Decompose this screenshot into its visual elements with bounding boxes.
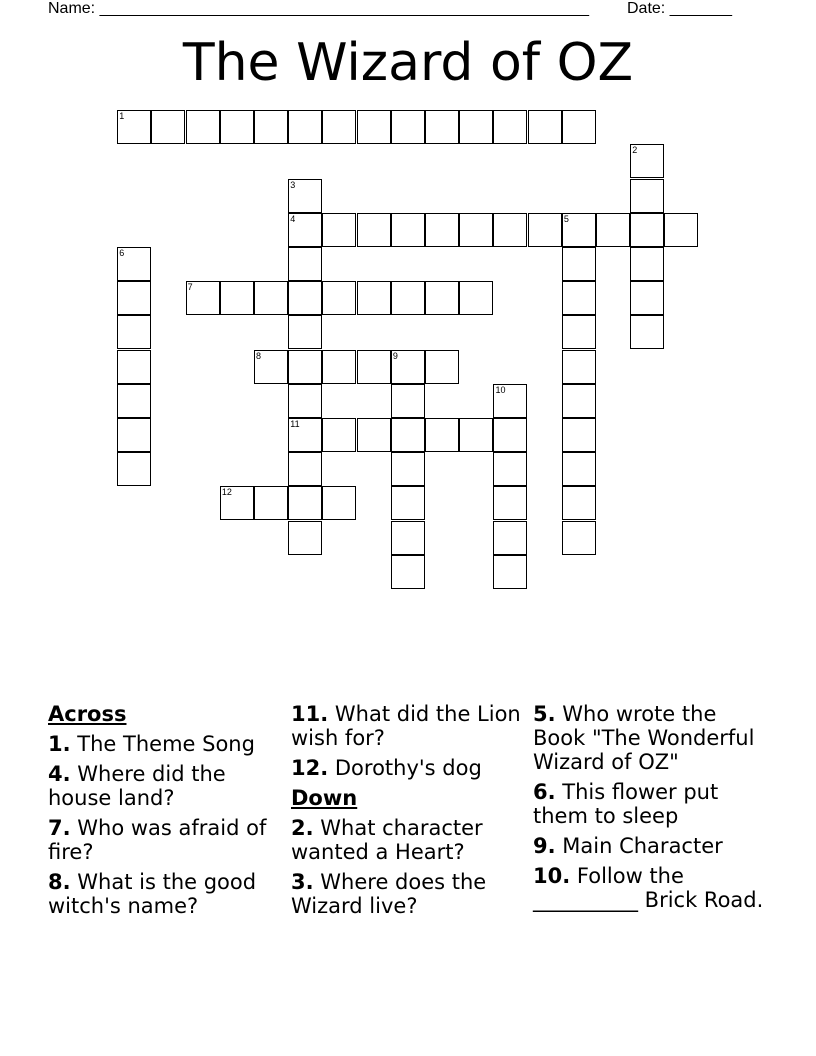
grid-cell[interactable] — [425, 350, 459, 384]
grid-cell[interactable] — [562, 418, 596, 452]
grid-cell[interactable] — [493, 486, 527, 520]
across-heading: Across — [48, 702, 127, 726]
grid-cell[interactable] — [493, 521, 527, 555]
grid-cell[interactable] — [220, 110, 254, 144]
grid-cell[interactable] — [425, 213, 459, 247]
clue-down-2 — [291, 816, 523, 864]
clue-number: 11. — [291, 702, 329, 726]
grid-cell[interactable] — [425, 281, 459, 315]
grid-cell[interactable] — [391, 521, 425, 555]
grid-cell[interactable] — [117, 452, 151, 486]
grid-cell[interactable] — [117, 110, 151, 144]
grid-cell[interactable] — [425, 418, 459, 452]
clue-across-1 — [48, 732, 278, 756]
cell-number: 10 — [495, 384, 506, 395]
grid-cell[interactable] — [288, 452, 322, 486]
clue-text: This flower put them to sleep — [533, 780, 719, 828]
clue-text: The Theme Song — [77, 732, 255, 756]
clues-column-1 — [48, 702, 278, 924]
grid-cell[interactable] — [493, 213, 527, 247]
grid-cell[interactable] — [562, 350, 596, 384]
grid-cell[interactable] — [391, 110, 425, 144]
grid-cell[interactable] — [322, 110, 356, 144]
clues-column-3 — [533, 702, 773, 918]
clue-number: 7. — [48, 816, 71, 840]
name-field-line: Name: _______________________________________________________ — [48, 0, 589, 17]
grid-cell[interactable] — [254, 281, 288, 315]
grid-cell[interactable] — [322, 350, 356, 384]
clue-down-10 — [533, 864, 773, 912]
grid-cell[interactable] — [288, 281, 322, 315]
grid-cell[interactable] — [288, 213, 322, 247]
grid-cell[interactable] — [254, 110, 288, 144]
grid-cell[interactable] — [117, 418, 151, 452]
page-title: The Wizard of OZ — [182, 33, 634, 93]
grid-cell[interactable] — [562, 452, 596, 486]
grid-cell[interactable] — [117, 384, 151, 418]
clue-across-4 — [48, 762, 278, 810]
grid-cell[interactable] — [630, 315, 664, 349]
grid-cell[interactable] — [562, 384, 596, 418]
cell-number: 11 — [290, 419, 300, 430]
grid-cell[interactable] — [322, 418, 356, 452]
clue-number: 6. — [533, 780, 556, 804]
grid-cell[interactable] — [117, 247, 151, 281]
cell-number: 2 — [632, 145, 638, 156]
clue-number: 5. — [533, 702, 556, 726]
grid-cell[interactable] — [391, 486, 425, 520]
cell-number: 4 — [290, 213, 296, 224]
grid-cell[interactable] — [288, 315, 322, 349]
clue-down-6 — [533, 780, 773, 828]
cell-number: 5 — [563, 213, 569, 224]
clue-text: What did the Lion wish for? — [291, 702, 521, 750]
grid-cell[interactable] — [357, 350, 391, 384]
clue-across-8 — [48, 870, 278, 918]
clue-down-9 — [533, 834, 773, 858]
grid-cell[interactable] — [220, 281, 254, 315]
grid-cell[interactable] — [528, 110, 562, 144]
grid-cell[interactable] — [562, 213, 596, 247]
grid-cell[interactable] — [391, 452, 425, 486]
grid-cell[interactable] — [357, 281, 391, 315]
clue-text: Dorothy's dog — [334, 756, 482, 780]
grid-cell[interactable] — [254, 486, 288, 520]
clue-number: 1. — [48, 732, 71, 756]
clue-number: 3. — [291, 870, 314, 894]
grid-cell[interactable] — [459, 110, 493, 144]
grid-cell[interactable] — [562, 315, 596, 349]
down-heading: Down — [291, 786, 358, 810]
grid-cell[interactable] — [288, 110, 322, 144]
cell-number: 3 — [290, 179, 296, 190]
clue-number: 10. — [533, 864, 571, 888]
clues-column-2 — [291, 702, 523, 924]
grid-cell[interactable] — [151, 110, 185, 144]
grid-cell[interactable] — [630, 281, 664, 315]
cell-number: 7 — [187, 282, 193, 293]
grid-cell[interactable] — [630, 144, 664, 178]
grid-cell[interactable] — [459, 281, 493, 315]
grid-cell[interactable] — [630, 247, 664, 281]
cell-number: 1 — [119, 111, 125, 122]
clue-text: Follow the __________ Brick Road. — [533, 864, 764, 912]
grid-cell[interactable] — [391, 350, 425, 384]
grid-cell[interactable] — [357, 418, 391, 452]
grid-cell[interactable] — [493, 452, 527, 486]
grid-cell[interactable] — [459, 418, 493, 452]
grid-cell[interactable] — [288, 179, 322, 213]
clue-text: Main Character — [562, 834, 723, 858]
clue-across-12 — [291, 756, 523, 780]
grid-cell[interactable] — [322, 486, 356, 520]
grid-cell[interactable] — [562, 486, 596, 520]
grid-cell[interactable] — [117, 350, 151, 384]
grid-cell[interactable] — [562, 521, 596, 555]
grid-cell[interactable] — [288, 350, 322, 384]
cell-number: 8 — [256, 350, 262, 361]
clue-down-3 — [291, 870, 523, 918]
grid-cell[interactable] — [391, 418, 425, 452]
grid-cell[interactable] — [425, 110, 459, 144]
cell-number: 9 — [392, 350, 398, 361]
grid-cell[interactable] — [288, 418, 322, 452]
grid-cell[interactable] — [493, 384, 527, 418]
grid-cell[interactable] — [493, 418, 527, 452]
clue-text: What is the good witch's name? — [48, 870, 257, 918]
clue-number: 9. — [533, 834, 556, 858]
clue-text: Who was afraid of fire? — [48, 816, 267, 864]
grid-cell[interactable] — [288, 384, 322, 418]
grid-cell[interactable] — [493, 110, 527, 144]
cell-number: 6 — [119, 248, 125, 259]
grid-cell[interactable] — [288, 521, 322, 555]
clue-number: 2. — [291, 816, 314, 840]
grid-cell[interactable] — [562, 110, 596, 144]
grid-cell[interactable] — [186, 281, 220, 315]
clue-number: 4. — [48, 762, 71, 786]
grid-cell[interactable] — [288, 247, 322, 281]
grid-cell[interactable] — [391, 281, 425, 315]
grid-cell[interactable] — [664, 213, 698, 247]
clue-text: Who wrote the Book "The Wonderful Wizard of OZ" — [533, 702, 755, 774]
grid-cell[interactable] — [288, 486, 322, 520]
cell-number: 12 — [221, 487, 232, 498]
grid-cell[interactable] — [528, 213, 562, 247]
grid-cell[interactable] — [117, 315, 151, 349]
clue-number: 8. — [48, 870, 71, 894]
clue-down-5 — [533, 702, 773, 774]
clue-across-7 — [48, 816, 278, 864]
clue-text: Where does the Wizard live? — [291, 870, 487, 918]
grid-cell[interactable] — [117, 281, 151, 315]
grid-cell[interactable] — [630, 213, 664, 247]
grid-cell[interactable] — [391, 384, 425, 418]
clue-number: 12. — [291, 756, 329, 780]
grid-cell[interactable] — [630, 179, 664, 213]
grid-cell[interactable] — [322, 213, 356, 247]
grid-cell[interactable] — [391, 555, 425, 589]
grid-cell[interactable] — [220, 486, 254, 520]
grid-cell[interactable] — [596, 213, 630, 247]
date-field-line: Date: _______ — [627, 0, 732, 17]
grid-cell[interactable] — [493, 555, 527, 589]
grid-cell[interactable] — [322, 281, 356, 315]
grid-cell[interactable] — [254, 350, 288, 384]
grid-cell[interactable] — [391, 213, 425, 247]
grid-cell[interactable] — [186, 110, 220, 144]
grid-cell[interactable] — [459, 213, 493, 247]
clue-across-11 — [291, 702, 523, 750]
grid-cell[interactable] — [357, 110, 391, 144]
clue-text: Where did the house land? — [48, 762, 226, 810]
clue-text: What character wanted a Heart? — [291, 816, 483, 864]
grid-cell[interactable] — [357, 213, 391, 247]
grid-cell[interactable] — [562, 281, 596, 315]
grid-cell[interactable] — [562, 247, 596, 281]
